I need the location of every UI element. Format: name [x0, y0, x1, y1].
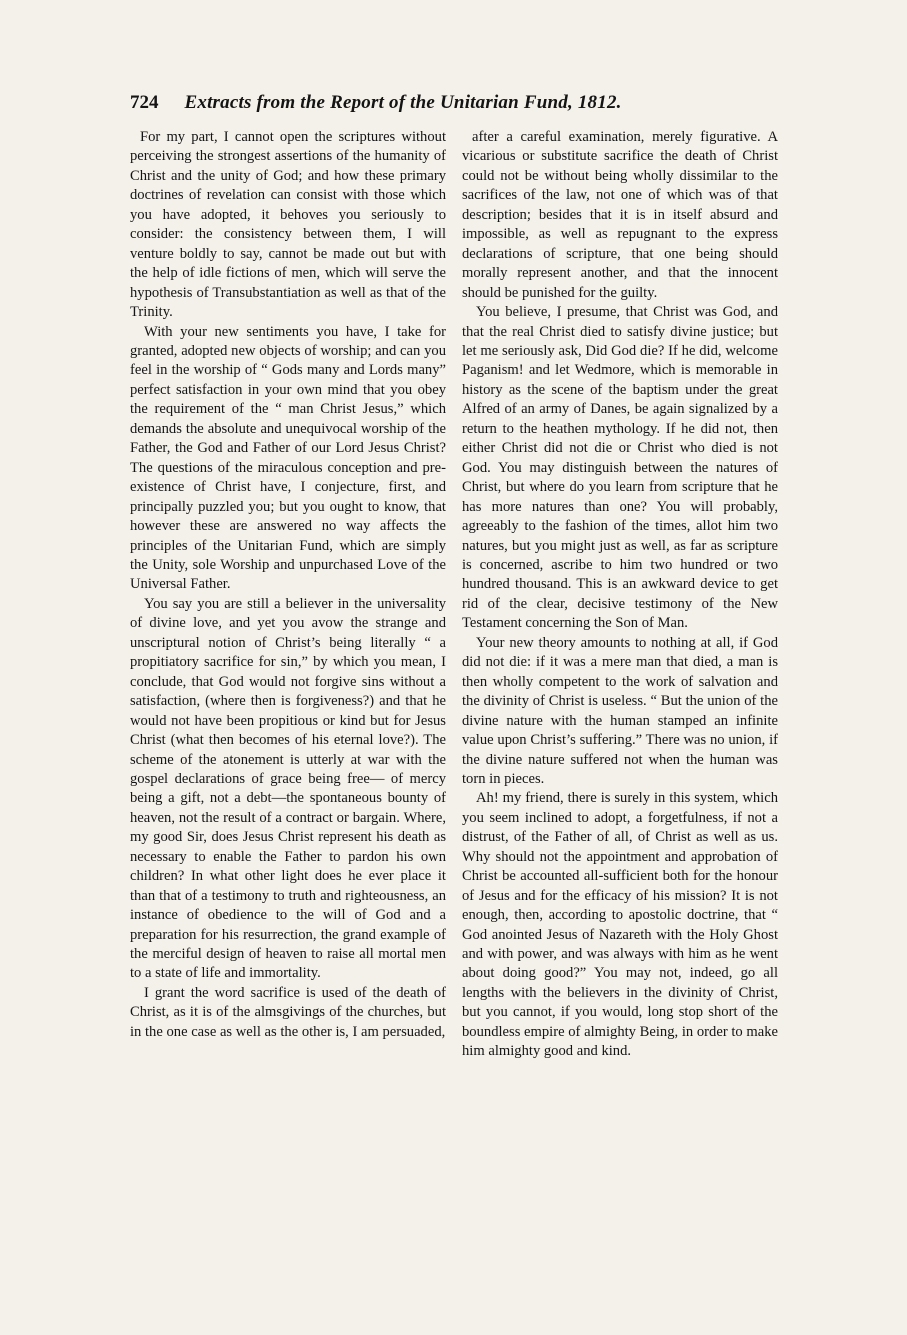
paragraph: You believe, I presume, that Christ was God, and that the real Christ died to satisfy divine justice; but let me seriously ask, Did God die? If he did, welcome Paganism! and let Wedmore, which is memorable in history as the scene of the baptism under the great Alfred of an army of Danes, be again signalized by a return to the heathen mythology. If he did not, then either Christ did not die or Christ who died is not God. You may distinguish between the natures of Christ, but where do you learn from scripture that he has more natures than one? You will probably, agreeably to the fashion of the times, allot him two natures, but you might just as well, as far as scripture is concerned, ascribe to him two hundred or two hundred thousand. This is an awkward device to get rid of the clear, decisive testimony of the New Testament concerning the Son of Man.: [462, 304, 778, 632]
page-number: 724: [130, 92, 159, 113]
left-column: [130, 128, 446, 1062]
paragraph: For my part, I cannot open the scriptures without perceiving the strongest assertions of the humanity of Christ and the unity of God; and how these primary doctrines of revelation can consist with those which you have adopted, it behoves you seriously to consider: the consistency between them, I will venture boldly to say, cannot be made out but with the help of idle fictions of men, which will serve the hypothesis of Transubstantiation as well as that of the Trinity.: [130, 129, 446, 321]
paragraph: Ah! my friend, there is surely in this system, which you seem inclined to adopt, a forgetfulness, if not a distrust, of the Father of all, of Christ as well as us. Why should not the appointment and approbation of Christ be accounted all-sufficient both for the honour of Jesus and for the efficacy of his mission? It is not enough, then, according to apostolic doctrine, that “ God anointed Jesus of Nazareth with the Holy Ghost and with power, and was always with him as he went about doing good?” You may not, indeed, go all lengths with the believers in the divinity of Christ, but you cannot, if you would, long stop short of the boundless empire of almighty Being, in order to make him almighty good and kind.: [462, 790, 778, 1060]
text-columns: [130, 128, 779, 1062]
paragraph: Your new theory amounts to nothing at all, if God did not die: if it was a mere man that died, a man is then wholly competent to the work of salvation and the divinity of Christ is useless. “ But the union of the divine nature with the human stamped an infinite value upon Christ’s suffering.” There was no union, if the divine nature suffered not when the human was torn in pieces.: [462, 634, 778, 787]
paragraph: I grant the word sacrifice is used of the death of Christ, as it is of the almsgivings of the churches, but in the one case as well as the other is, I am persuaded,: [130, 984, 446, 1040]
page-header: [130, 92, 779, 128]
paragraph: You say you are still a believer in the universality of divine love, and yet you avow the strange and unscriptural notion of Christ’s being literally “ a propitiatory sacrifice for sin,” by which you mean, I conclude, that God would not forgive sins without a satisfaction, (where then is forgiveness?) and that he would not have been propitious or kind but for Jesus Christ (what then becomes of his eternal love?). The scheme of the atonement is utterly at war with the gospel declarations of grace being free— of mercy being a gift, not a debt—the spontaneous bounty of heaven, not the result of a contract or bargain. Where, my good Sir, does Jesus Christ represent his death as necessary to enable the Father to pardon his own children? In what other light does he ever place it than that of a testimony to truth and righteousness, an instance of obedience to the will of God and a preparation for his resurrection, the grand example of the merciful design of heaven to raise all mortal men to a state of life and immortality.: [130, 595, 446, 982]
right-column: [462, 128, 778, 1062]
paragraph: With your new sentiments you have, I take for granted, adopted new objects of worship; and can you feel in the worship of “ Gods many and Lords many” perfect satisfaction in your own mind that you obey the requirement of the “ man Christ Jesus,” which demands the absolute and unequivocal worship of the Father, the God and Father of our Lord Jesus Christ? The questions of the miraculous conception and pre-existence of Christ have, I conjecture, first, and principally puzzled you; but you ought to know, that however these are answered no way affects the principles of the Unitarian Fund, which are simply the Unity, sole Worship and unpurchased Love of the Universal Father.: [130, 323, 446, 593]
paragraph: after a careful examination, merely figurative. A vicarious or substitute sacrifice the death of Christ could not be without being wholly dissimilar to the sacrifices of the law, not one of which was of that description; besides that it is in itself absurd and impossible, as well as repugnant to the express declarations of scripture, that one being should morally represent another, and that the innocent should be punished for the guilty.: [462, 129, 778, 301]
running-title: Extracts from the Report of the Unitarian Fund, 1812.: [184, 92, 622, 113]
